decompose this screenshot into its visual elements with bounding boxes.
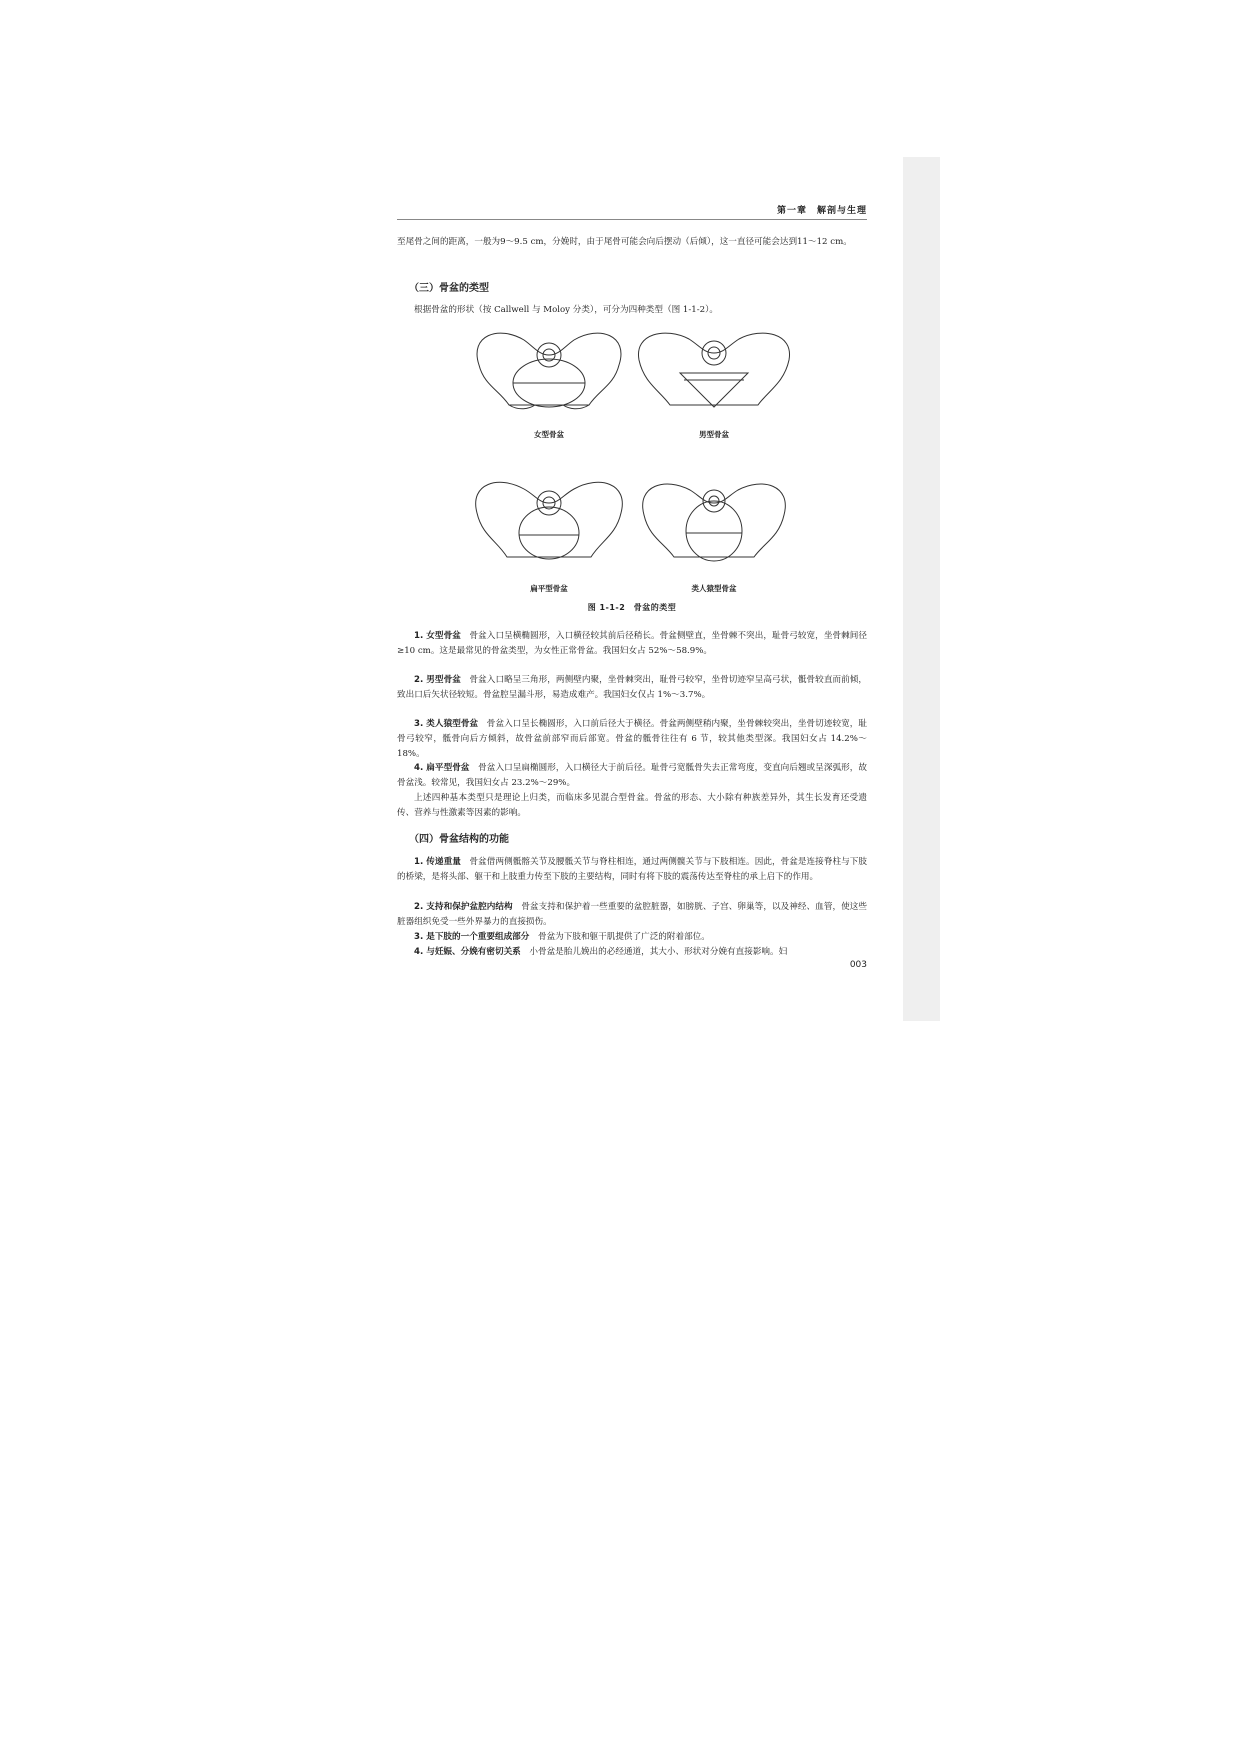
pelvis-drawings: [469, 325, 799, 615]
function-lower-limb: [397, 930, 867, 945]
section3-summary: 上述四种基本类型只是理论上归类，而临床多见混合型骨盆。骨盆的形态、大小除有种族差异外，其生长发育还受遗传、营养与性激素等因素的影响。: [397, 793, 867, 818]
pelvis-type-gynecoid: [397, 629, 867, 659]
figure-label-android: 男型骨盆: [699, 430, 729, 439]
item-body: 骨盆入口呈扁椭圆形，入口横径大于前后径。耻骨弓宽骶骨失去正常弯度，变直向后翘或呈深弧形，故骨盆浅。较常见，我国妇女占 23.2%～29%。: [397, 763, 867, 788]
figure-caption: 图 1-1-2 骨盆的类型: [587, 603, 677, 612]
item-title: 1. 传递重量: [414, 857, 461, 867]
function-support: [397, 900, 867, 930]
section3-heading: （三）骨盆的类型: [409, 283, 489, 294]
pelvis-type-anthropoid: [397, 717, 867, 762]
item-title: 3. 是下肢的一个重要组成部分: [414, 932, 530, 942]
page-number: 003: [849, 960, 867, 970]
android-pelvis-drawing: [638, 333, 789, 407]
item-title: 4. 扁平型骨盆: [414, 763, 470, 773]
section4-heading: （四）骨盆结构的功能: [409, 834, 509, 845]
item-body: 骨盆借两侧骶髂关节及腰骶关节与脊柱相连，通过两侧髋关节与下肢相连。因此，骨盆是连接脊柱与下肢的桥梁，是将头部、躯干和上肢重力传至下肢的主要结构，同时有将下肢的震荡传达至脊柱的承上启下的作用。: [397, 857, 867, 882]
figure-label-anthropoid: 类人猿型骨盆: [691, 584, 737, 593]
item-body: 小骨盆是胎儿娩出的必经通道，其大小、形状对分娩有直接影响。妇: [529, 947, 788, 957]
book-page: [397, 203, 867, 983]
item-title: 2. 支持和保护盆腔内结构: [414, 902, 513, 912]
item-title: 1. 女型骨盆: [414, 631, 461, 641]
item-body: 骨盆入口略呈三角形，两侧壁内聚，坐骨棘突出，耻骨弓较窄，坐骨切迹窄呈高弓状，骶骨较直而前倾，致出口后矢状径较短。骨盆腔呈漏斗形，易造成难产。我国妇女仅占 1%～3.7%。: [397, 675, 867, 700]
item-title: 3. 类人猿型骨盆: [414, 719, 479, 729]
item-body: 骨盆为下肢和躯干肌提供了广泛的附着部位。: [537, 932, 710, 942]
pelvis-figure: [469, 325, 799, 615]
function-pregnancy: [397, 945, 867, 960]
pelvis-type-platypelloid: [397, 761, 867, 791]
item-body: 骨盆支持和保护着一些重要的盆腔脏器，如膀胱、子宫、卵巢等，以及神经、血管，使这些脏器组织免受一些外界暴力的直接损伤。: [397, 902, 867, 927]
item-title: 4. 与妊娠、分娩有密切关系: [414, 947, 521, 957]
pelvis-type-android: [397, 673, 867, 703]
item-title: 2. 男型骨盆: [414, 675, 461, 685]
figure-label-platypelloid: 扁平型骨盆: [530, 584, 568, 593]
intro-paragraph: 至尾骨之间的距离，一般为9～9.5 cm，分娩时，由于尾骨可能会向后摆动（后倾），这一直径可能会达到11～12 cm。: [397, 237, 852, 247]
platypelloid-pelvis-drawing: [476, 482, 623, 559]
item-body: 骨盆入口呈横椭圆形，入口横径较其前后径稍长。骨盆侧壁直，坐骨棘不突出，耻骨弓较宽，坐骨棘间径≥10 cm。这是最常见的骨盆类型，为女性正常骨盆。我国妇女占 52%～58.9%。: [397, 631, 867, 656]
gynecoid-pelvis-drawing: [477, 333, 621, 409]
scan-side-strip: [903, 157, 940, 1021]
item-body: 骨盆入口呈长椭圆形，入口前后径大于横径。骨盆两侧壁稍内聚，坐骨棘较突出，坐骨切迹较宽，耻骨弓较窄，骶骨向后方倾斜，故骨盆前部窄而后部宽。骨盆的骶骨往往有 6 节，较其他类型深。我国妇女占 14.2%～18%。: [397, 719, 867, 759]
header-rule: [397, 219, 867, 220]
section3-lead: 根据骨盆的形状（按 Callwell 与 Moloy 分类），可分为四种类型（图 1-1-2）。: [414, 305, 718, 315]
anthropoid-pelvis-drawing: [643, 484, 786, 561]
function-weight: [397, 855, 867, 885]
figure-label-gynecoid: 女型骨盆: [534, 430, 564, 439]
running-head: 第一章 解剖与生理: [776, 206, 867, 216]
